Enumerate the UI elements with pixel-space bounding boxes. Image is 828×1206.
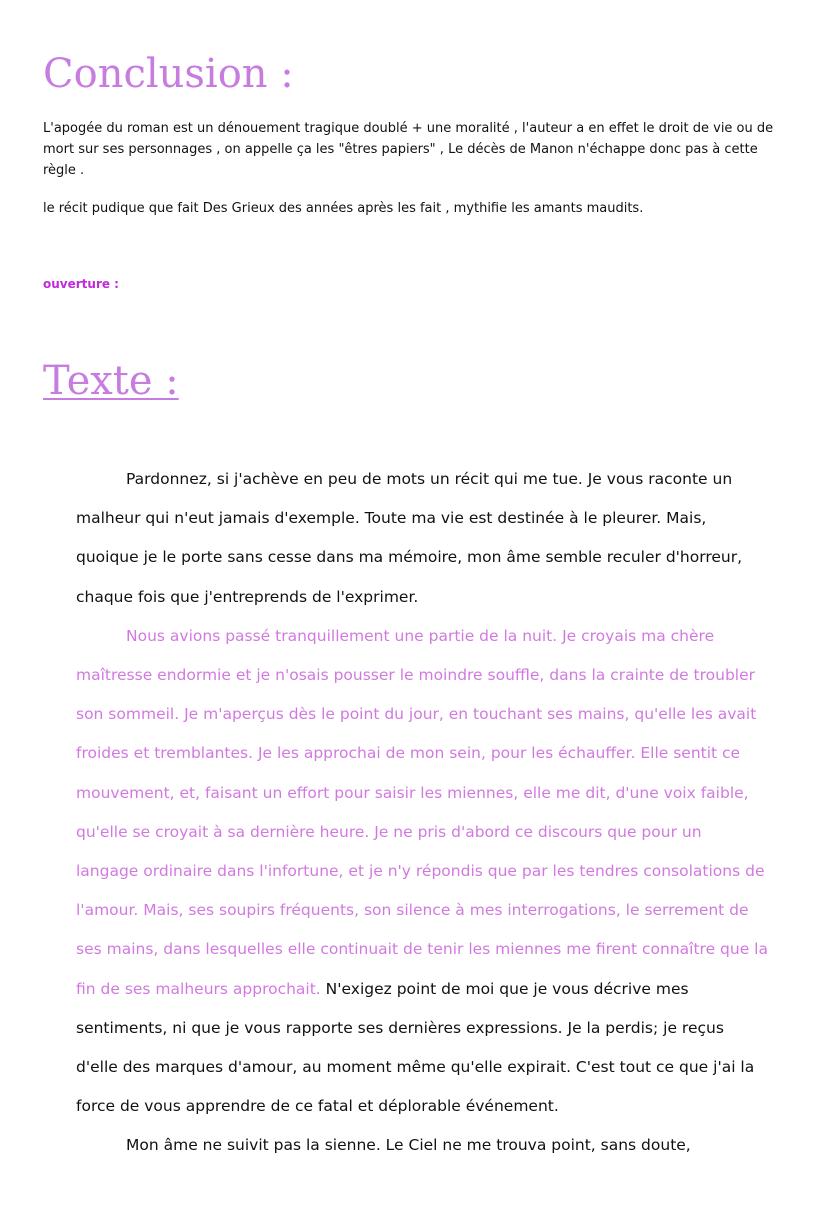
conclusion-paragraph-2: le récit pudique que fait Des Grieux des années après les fait , mythifie les amants maudits.: [43, 201, 644, 216]
conclusion-paragraph-1: L'apogée du roman est un dénouement tragique doublé + une moralité , l'auteur a en effet le droit de vie ou de mort sur ses personnages , on appelle ça les "êtres papiers" , Le décès de Manon n'échappe donc pas à cette règle .: [43, 121, 774, 178]
ouverture-label: ouverture :: [43, 277, 119, 291]
excerpt-paragraph-2: [76, 617, 768, 1127]
excerpt-paragraph-2-continuation: N'exigez point de moi que je vous décrive mes sentiments, ni que je vous rapporte ses dernières expressions. Je la perdis; je reçus d'elle des marques d'amour, au moment même qu'elle expirait. C'est tout ce que j'ai la force de vous apprendre de ce fatal et déplorable événement.: [76, 979, 755, 1116]
excerpt-paragraph-3: Mon âme ne suivit pas la sienne. Le Ciel ne me trouva point, sans doute,: [126, 1136, 691, 1155]
texte-heading: Texte :: [43, 358, 179, 404]
conclusion-heading: Conclusion :: [43, 51, 294, 97]
excerpt-paragraph-1: Pardonnez, si j'achève en peu de mots un récit qui me tue. Je vous raconte un malheur qui n'eut jamais d'exemple. Toute ma vie est destinée à le pleurer. Mais, quoique je le porte sans cesse dans ma mémoire, mon âme semble reculer d'horreur, chaque fois que j'entreprends de l'exprimer.: [76, 470, 743, 606]
excerpt-highlighted-passage: Nous avions passé tranquillement une partie de la nuit. Je croyais ma chère maîtresse endormie et je n'osais pousser le moindre souffle, dans la crainte de troubler son sommeil. Je m'aperçus dès le point du jour, en touchant ses mains, qu'elle les avait froides et tremblantes. Je les approchai de mon sein, pour les échauffer. Elle sentit ce mouvement, et, faisant un effort pour saisir les miennes, elle me dit, d'une voix faible, qu'elle se croyait à sa dernière heure. Je ne pris d'abord ce discours que pour un langage ordinaire dans l'infortune, et je n'y répondis que par les tendres consolations de l'amour. Mais, ses soupirs fréquents, son silence à mes interrogations, le serrement de ses mains, dans lesquelles elle continuait de tenir les miennes me firent connaître que la fin de ses malheurs approchait.: [76, 626, 768, 998]
excerpt-text: [76, 460, 768, 1166]
